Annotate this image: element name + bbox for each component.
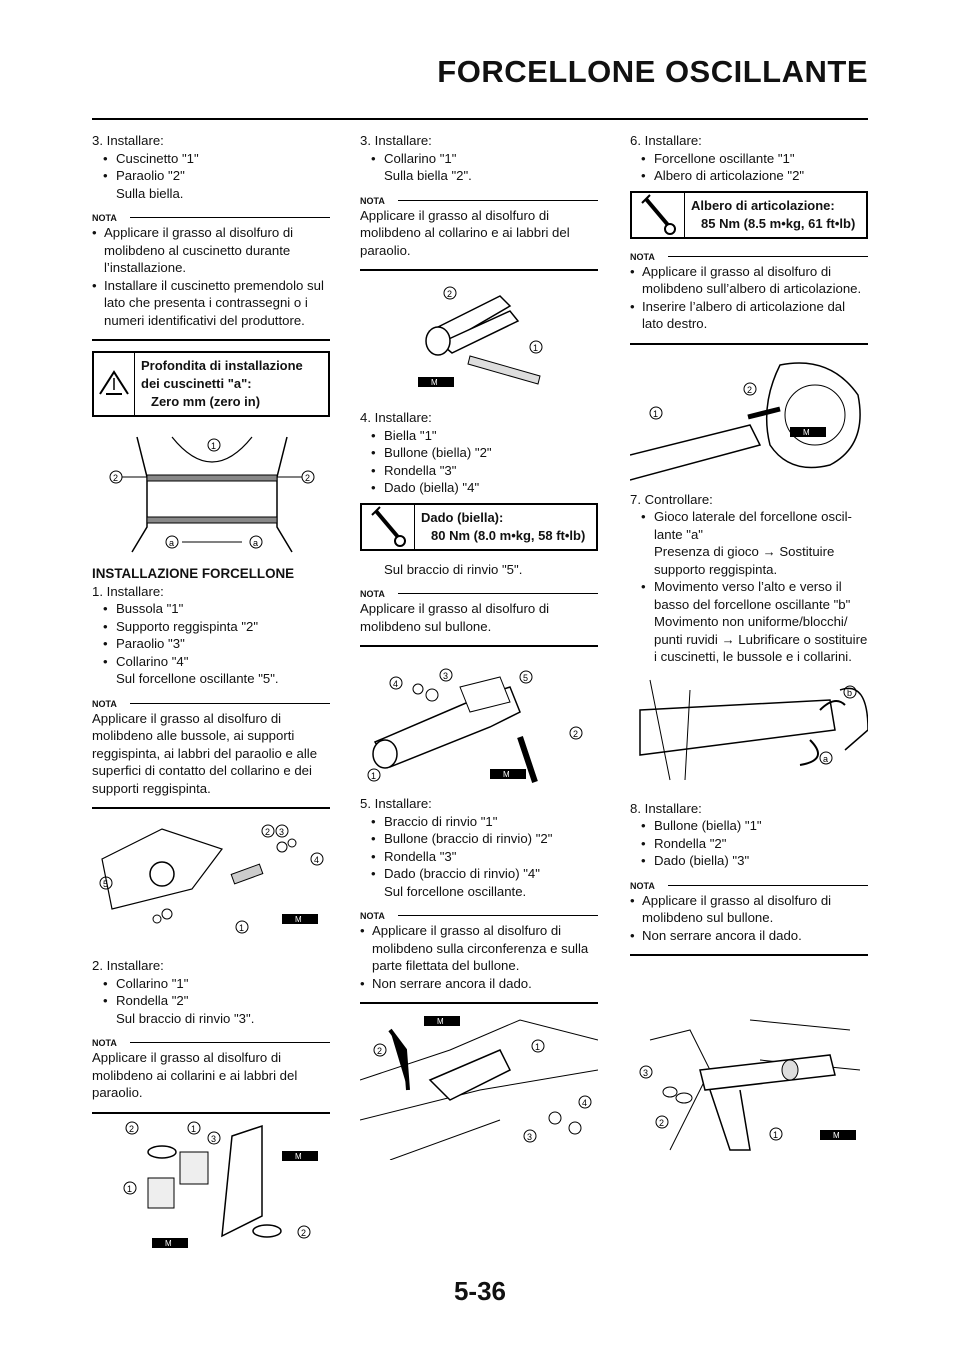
callout-2: 2 [659,1118,665,1128]
torque-wrench-icon [632,193,685,237]
step-title: 7. Controllare: [630,491,713,507]
grease-m: M [803,427,810,437]
callout-1: 1 [773,1130,779,1140]
step-title: 1. Installare: [92,583,164,599]
callout-1: 1 [533,343,539,353]
step-target: Sul braccio di rinvio "5". [384,561,523,577]
nota-divider [630,343,868,345]
nota-label: NOTA [92,1035,330,1047]
list-item: • Paraolio "3" [92,635,330,653]
callout-2: 2 [447,289,453,299]
step-result: Presenza di gioco → Sostituire supporto reggispinta. [654,544,835,577]
list-item: • Bullone (biella) "1" [630,817,868,835]
page-number: 5-36 [453,1276,507,1306]
step-title: 8. Installare: [630,800,702,816]
nota-item: • Applicare il grasso al disolfuro di molibdeno sul bullone. [630,892,868,927]
spec-box [630,191,868,239]
column-1 [92,132,330,1124]
callout-1: 1 [371,771,377,781]
step-target: Sul braccio di rinvio "3". [116,1010,255,1026]
list-item: • Collarino "1" [360,150,598,168]
nota-divider [360,269,598,271]
list-item: • Rondella "2" [92,992,330,1010]
callout-4: 4 [314,855,320,865]
spec-label: Dado (biella): [421,509,504,525]
callout-a: a [823,753,829,764]
callout-1: 1 [653,408,659,419]
nota-divider [92,807,330,809]
nota-text: Applicare il grasso al disolfuro di molibdeno alle bussole, ai supporti reggispinta, ai labbri del paraolio e alle superfici di contatto del collarino e dei supporti reggispinta. [92,710,318,796]
connecting-rod-install-diagram [360,657,598,787]
callout-2: 2 [305,473,311,483]
list-item: • Braccio di rinvio "1" [360,813,598,831]
list-item: • Albero di articolazione "2" [630,167,868,185]
relay-arm-collar-diagram [122,1116,322,1256]
callout-1: 1 [535,1042,541,1052]
step-target: Sul forcellone oscillante. [384,883,527,899]
nota-item: • Applicare il grasso al disolfuro di molibdeno sull’albero di articolazione. [630,263,868,298]
torque-wrench-icon [362,505,415,549]
step-title: 4. Installare: [360,410,432,425]
spec-label: Albero di articolazione: [691,197,835,213]
callout-2: 2 [377,1046,383,1056]
callout-3: 3 [279,827,285,837]
spec-label: Profondita di installazione dei cuscinetti "a": [141,358,303,391]
callout-3: 3 [211,1134,217,1144]
list-item: • Bullone (biella) "2" [360,444,598,462]
section-heading: INSTALLAZIONE FORCELLONE [92,566,295,581]
grease-m: M [503,770,510,779]
callout-a: a [169,538,175,548]
header-rule [92,118,868,120]
callout-2: 2 [129,1124,135,1134]
swingarm-play-check-diagram [630,670,868,792]
list-item: • Supporto reggispinta "2" [92,618,330,636]
callout-a: a [253,538,259,548]
grease-m: M [165,1239,172,1248]
connecting-rod-bolt-diagram [630,1010,868,1160]
column-2 [360,132,598,1014]
nota-divider [92,1112,330,1114]
step-result: Movimento non uniforme/blocchi/ punti ruvidi → Lubrificare o sostituire i cuscinetti, le bussole e i collarini. [654,614,868,664]
step-title: 3. Installare: [360,133,432,148]
list-item: • Rondella "2" [630,835,868,853]
page-title: FORCELLONE OSCILLANTE [437,54,868,89]
nota-divider [92,339,330,341]
connecting-rod-diagram [360,281,598,401]
list-item: • Collarino "4" [92,653,330,671]
nota-label: NOTA [92,696,330,708]
callout-1: 1 [211,441,217,451]
list-item: • Dado (biella) "3" [630,852,868,870]
nota-item: • Inserire l’albero di articolazione dal lato destro. [630,298,868,333]
spec-value: 80 Nm (8.0 m•kg, 58 ft•lb) [431,527,586,543]
step-title: 5. Installare: [360,796,432,811]
nota-label: NOTA [360,908,598,920]
callout-5: 5 [523,673,529,683]
callout-2: 2 [113,473,119,483]
pivot-shaft-diagram [630,355,868,483]
callout-5: 5 [103,879,109,889]
list-item: • Rondella "3" [360,462,598,480]
nota-item: • Applicare il grasso al disolfuro di molibdeno al cuscinetto durante l’installazione. [92,224,330,277]
nota-label: NOTA [360,193,598,205]
grease-m: M [437,1017,444,1026]
nota-text: Applicare il grasso al disolfuro di molibdeno ai collarini e ai labbri del paraolio. [92,1050,298,1100]
nota-label: NOTA [630,878,868,890]
callout-b: b [847,687,853,698]
step-target: Sulla biella. [116,185,184,201]
spec-box [92,351,330,417]
nota-label: NOTA [92,210,330,222]
nota-divider [630,954,868,956]
list-item: • Forcellone oscillante "1" [630,150,868,168]
nota-item: • Installare il cuscinetto premendolo sul lato che presenta i contrassegni o i numeri identificativi del produttore. [92,277,330,330]
nota-item: • Applicare il grasso al disolfuro di molibdeno sulla circonferenza e sulla parte filettata del bullone. [360,922,598,975]
step-target: Sulla biella "2". [384,168,472,183]
depth-gauge-icon [94,353,135,415]
nota-divider [360,1002,598,1004]
nota-label: NOTA [630,249,868,261]
nota-divider [360,645,598,647]
callout-1: 1 [127,1184,133,1194]
callout-4: 4 [582,1098,588,1108]
list-item: • Movimento verso l’alto e verso il basso del forcellone oscillante "b" [630,578,868,613]
callout-3: 3 [443,671,449,681]
bearing-depth-diagram [92,427,330,557]
step-title: 2. Installare: [92,958,164,973]
callout-2: 2 [747,384,753,395]
callout-1: 1 [191,1124,197,1134]
nota-item: • Non serrare ancora il dado. [360,975,598,993]
list-item: • Dado (braccio di rinvio) "4" [360,865,598,883]
grease-m: M [295,1152,302,1161]
list-item: • Gioco laterale del forcellone oscillante "a" [630,508,868,543]
list-item: • Bussola "1" [92,600,330,618]
relay-arm-install-diagram [360,1010,598,1160]
list-item: • Rondella "3" [360,848,598,866]
grease-m: M [295,915,302,924]
step-title: 6. Installare: [630,133,702,148]
step-target: Sul forcellone oscillante "5". [116,671,279,686]
swingarm-parts-diagram [92,819,330,949]
spec-value: Zero mm (zero in) [151,394,261,409]
grease-m: M [431,378,438,387]
callout-2: 2 [301,1228,307,1238]
callout-3: 3 [527,1132,533,1142]
column-3 [630,132,868,966]
list-item: • Collarino "1" [92,975,330,993]
callout-3: 3 [643,1068,649,1078]
nota-text: Applicare il grasso al disolfuro di molibdeno sul bullone. [360,601,550,634]
callout-1: 1 [239,923,245,933]
grease-m: M [833,1131,840,1140]
spec-box [360,503,598,551]
callout-2: 2 [573,729,579,739]
callout-2: 2 [265,827,271,837]
nota-item: • Non serrare ancora il dado. [630,927,868,945]
callout-4: 4 [393,679,399,689]
nota-label: NOTA [360,586,598,598]
list-item: • Paraolio "2" [92,167,330,185]
list-item: • Bullone (braccio di rinvio) "2" [360,830,598,848]
nota-text: Applicare il grasso al disolfuro di molibdeno al collarino e ai labbri del paraolio. [360,207,570,258]
list-item: • Biella "1" [360,427,598,445]
list-item: • Dado (biella) "4" [360,479,598,497]
step-title: 3. Installare: [92,133,164,148]
spec-value: 85 Nm (8.5 m•kg, 61 ft•lb) [701,215,856,231]
list-item: • Cuscinetto "1" [92,150,330,168]
